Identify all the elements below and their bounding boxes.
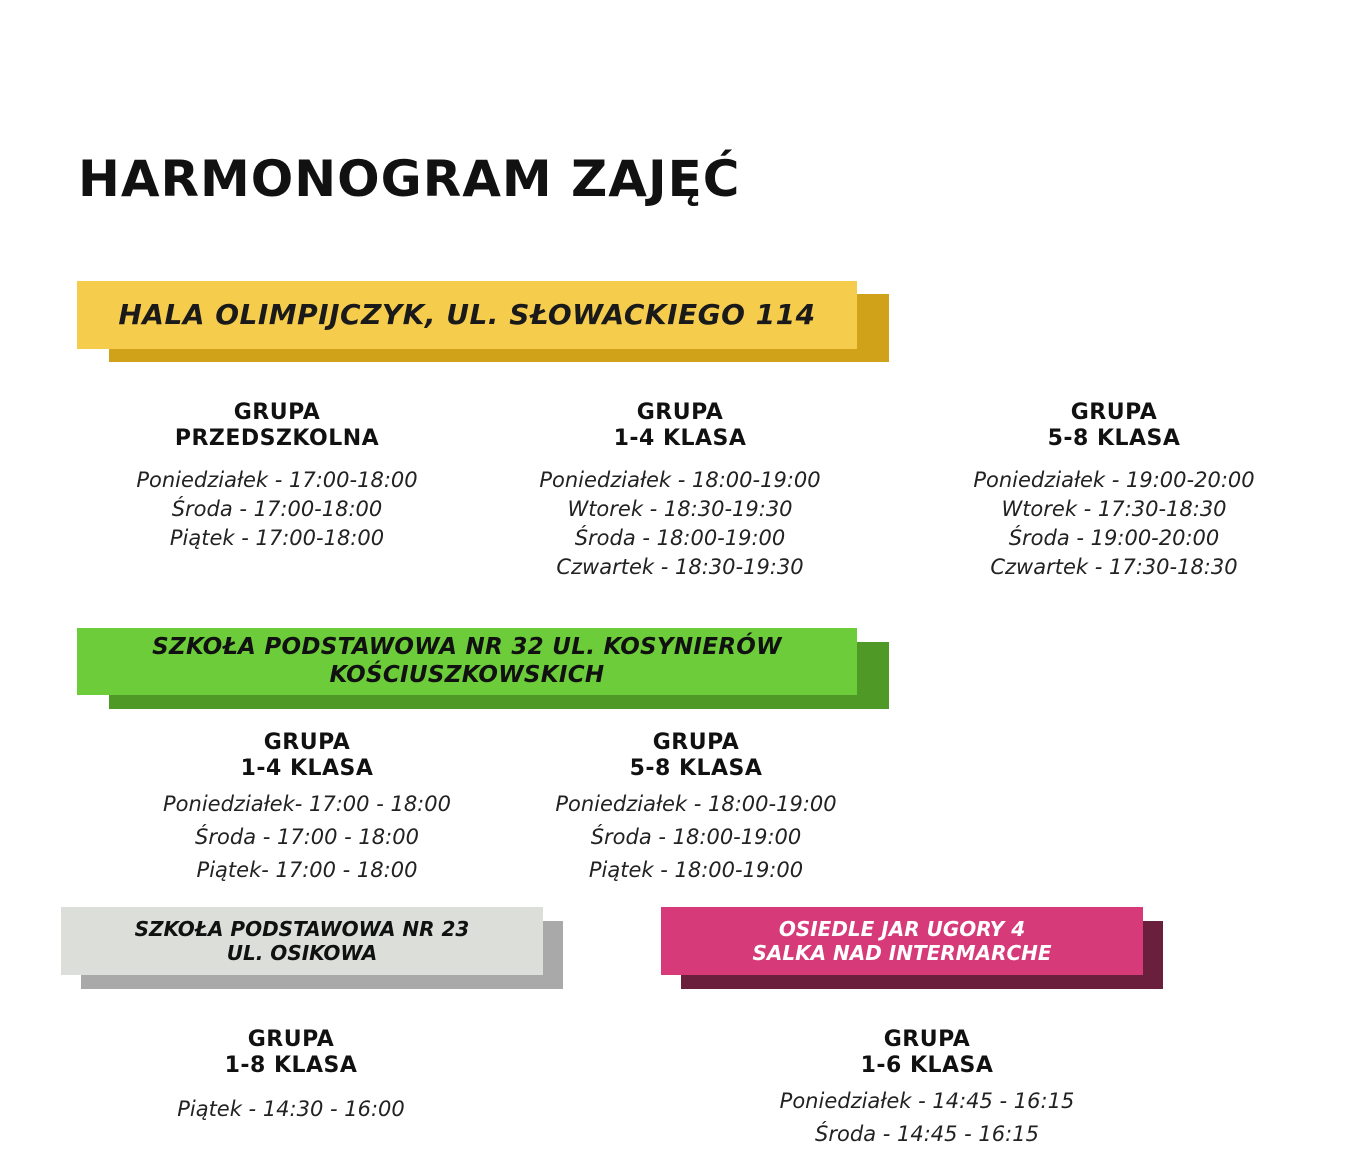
location-name: SZKOŁA PODSTAWOWA NR 32 UL. KOSYNIERÓW [152,633,782,660]
location-banner-sp32 [77,628,889,710]
group-label: GRUPA [233,400,321,425]
schedule-item: Środa - 17:00-18:00 [171,497,383,521]
group-5-8-klasa [932,400,1296,582]
schedule-item: Poniedziałek - 18:00-19:00 [555,792,837,816]
group-name: PRZEDSZKOLNA [174,426,380,451]
schedule-list [523,788,869,887]
group-1-4-klasa [507,400,853,582]
group-5-8-klasa [523,730,869,887]
group-label: GRUPA [263,730,351,755]
schedule-item: Czwartek - 18:30-19:30 [556,555,804,579]
location-banner-hala-olimpijczyk [77,281,889,363]
group-label: GRUPA [247,1027,335,1052]
schedule-item: Poniedziałek - 19:00-20:00 [973,468,1255,492]
schedule-list [507,466,853,582]
group-label: GRUPA [636,400,724,425]
schedule-item: Środa - 19:00-20:00 [1008,526,1220,550]
location-name: UL. OSIKOWA [226,941,378,965]
group-1-6-klasa [759,1027,1095,1151]
schedule-list [107,466,447,553]
group-name: 1-4 KLASA [613,426,747,451]
schedule-item: Wtorek - 17:30-18:30 [1001,497,1227,521]
schedule-item: Piątek - 14:30 - 16:00 [177,1097,405,1121]
group-name: 1-4 KLASA [240,756,374,781]
location-name: HALA OLIMPIJCZYK, UL. SŁOWACKIEGO 114 [118,298,816,332]
group-name: 1-8 KLASA [224,1053,358,1078]
schedule-item: Piątek - 17:00-18:00 [169,526,385,550]
schedule-item: Wtorek - 18:30-19:30 [567,497,793,521]
schedule-item: Piątek - 18:00-19:00 [588,858,804,882]
schedule-list [137,788,477,887]
group-label: GRUPA [883,1027,971,1052]
schedule-item: Poniedziałek - 18:00-19:00 [539,468,821,492]
group-label: GRUPA [652,730,740,755]
schedule-item: Poniedziałek - 17:00-18:00 [136,468,418,492]
page-title: HARMONOGRAM ZAJĘĆ [78,150,741,208]
schedule-list [141,1093,441,1126]
group-label: GRUPA [1070,400,1158,425]
location-name: SZKOŁA PODSTAWOWA NR 23 [134,917,470,941]
location-name: OSIEDLE JAR UGORY 4 [778,917,1026,941]
schedule-item: Środa - 18:00-19:00 [574,526,786,550]
schedule-item: Środa - 18:00-19:00 [590,825,802,849]
location-name: KOŚCIUSZKOWSKICH [329,661,605,688]
location-banner-osiedle-jar [661,907,1163,990]
schedule-item: Piątek- 17:00 - 18:00 [196,858,418,882]
schedule-item: Środa - 17:00 - 18:00 [195,825,419,849]
group-przedszkolna [107,400,447,553]
schedule-list [759,1085,1095,1151]
group-name: 1-6 KLASA [860,1053,994,1078]
schedule-item: Poniedziałek- 17:00 - 18:00 [163,792,451,816]
group-name: 5-8 KLASA [629,756,763,781]
location-banner-sp23 [61,907,563,990]
schedule-list [932,466,1296,582]
schedule-item: Czwartek - 17:30-18:30 [990,555,1238,579]
schedule-item: Poniedziałek - 14:45 - 16:15 [779,1089,1075,1113]
group-1-8-klasa [141,1027,441,1126]
location-name: SALKA NAD INTERMARCHE [752,941,1052,965]
group-1-4-klasa [137,730,477,887]
schedule-item: Środa - 14:45 - 16:15 [815,1122,1039,1146]
group-name: 5-8 KLASA [1047,426,1181,451]
